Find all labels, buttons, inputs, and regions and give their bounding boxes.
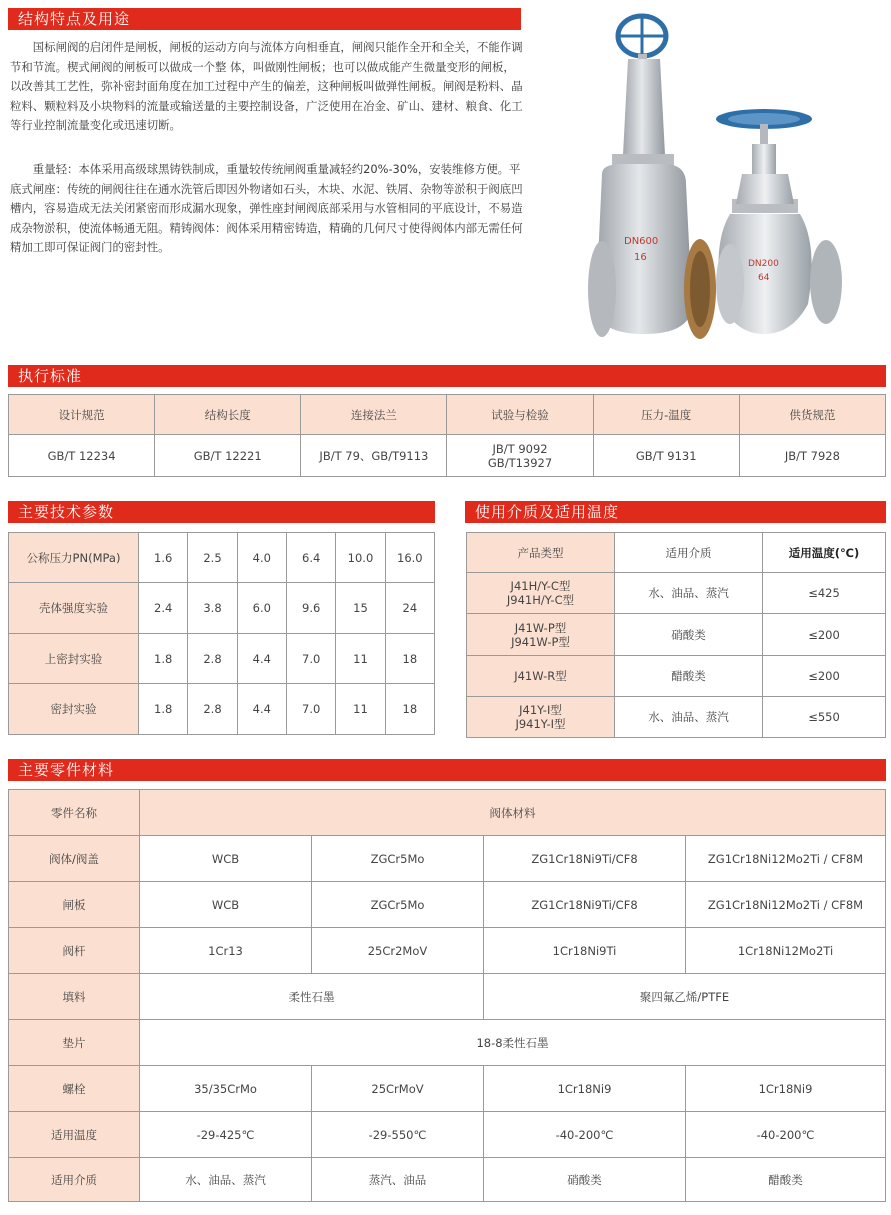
tech-params-table bbox=[8, 532, 435, 735]
materials-cell: 醋酸类 bbox=[686, 1158, 886, 1202]
materials-cell: -29-425℃ bbox=[140, 1112, 312, 1158]
materials-cell: 35/35CrMo bbox=[140, 1066, 312, 1112]
media-product-type: J41Y-I型 J941Y-I型 bbox=[467, 697, 615, 738]
media-medium: 水、油品、蒸汽 bbox=[615, 697, 763, 738]
section-title-media: 使用介质及适用温度 bbox=[465, 501, 886, 523]
materials-cell: WCB bbox=[140, 836, 312, 882]
tech-cell: 11 bbox=[336, 684, 385, 735]
tech-cell: 9.6 bbox=[286, 583, 335, 634]
svg-text:16: 16 bbox=[634, 252, 647, 263]
tech-cell: 18 bbox=[385, 684, 434, 735]
standards-value: GB/T 12221 bbox=[155, 435, 301, 477]
materials-cell: ZG1Cr18Ni9Ti/CF8 bbox=[484, 882, 686, 928]
materials-cell: 25Cr2MoV bbox=[312, 928, 484, 974]
svg-text:DN200: DN200 bbox=[748, 259, 779, 269]
standards-table bbox=[8, 394, 886, 477]
tech-row-label: 公称压力PN(MPa) bbox=[9, 533, 139, 583]
tech-cell: 16.0 bbox=[385, 533, 434, 583]
media-medium: 水、油品、蒸汽 bbox=[615, 573, 763, 614]
standards-value: JB/T 9092 GB/T13927 bbox=[447, 435, 593, 477]
standards-header: 试验与检验 bbox=[447, 395, 593, 435]
materials-header-name: 零件名称 bbox=[9, 790, 140, 836]
small-valve bbox=[716, 109, 842, 334]
tech-cell: 2.5 bbox=[188, 533, 237, 583]
standards-header: 供货规范 bbox=[739, 395, 885, 435]
tech-cell: 4.4 bbox=[237, 684, 286, 735]
materials-cell: WCB bbox=[140, 882, 312, 928]
media-medium: 硝酸类 bbox=[615, 614, 763, 656]
materials-cell: ZGCr5Mo bbox=[312, 882, 484, 928]
standards-header: 结构长度 bbox=[155, 395, 301, 435]
standards-header: 连接法兰 bbox=[301, 395, 447, 435]
materials-cell: 25CrMoV bbox=[312, 1066, 484, 1112]
materials-cell: ZG1Cr18Ni12Mo2Ti / CF8M bbox=[686, 882, 886, 928]
materials-cell: 1Cr18Ni12Mo2Ti bbox=[686, 928, 886, 974]
materials-cell: 18-8柔性石墨 bbox=[140, 1020, 886, 1066]
media-header: 产品类型 bbox=[467, 533, 615, 573]
standards-value: GB/T 12234 bbox=[9, 435, 155, 477]
materials-cell: 1Cr18Ni9Ti bbox=[484, 928, 686, 974]
section-title-materials: 主要零件材料 bbox=[8, 759, 886, 781]
media-product-type: J41W-P型 J941W-P型 bbox=[467, 614, 615, 656]
tech-row-label: 密封实验 bbox=[9, 684, 139, 735]
materials-part-name: 螺栓 bbox=[9, 1066, 140, 1112]
media-temperature: ≤550 bbox=[763, 697, 886, 738]
materials-cell: 1Cr18Ni9 bbox=[686, 1066, 886, 1112]
materials-cell: 1Cr13 bbox=[140, 928, 312, 974]
materials-cell: -29-550℃ bbox=[312, 1112, 484, 1158]
materials-cell: -40-200℃ bbox=[484, 1112, 686, 1158]
materials-cell: 硝酸类 bbox=[484, 1158, 686, 1202]
section-title-features: 结构特点及用途 bbox=[8, 8, 521, 30]
svg-text:DN600: DN600 bbox=[624, 236, 659, 247]
media-table bbox=[466, 532, 886, 738]
tech-cell: 7.0 bbox=[286, 684, 335, 735]
section-title-tech-params: 主要技术参数 bbox=[8, 501, 435, 523]
materials-cell: 蒸汽、油品 bbox=[312, 1158, 484, 1202]
tech-cell: 2.8 bbox=[188, 684, 237, 735]
tech-cell: 1.8 bbox=[139, 684, 188, 735]
standards-value: JB/T 7928 bbox=[739, 435, 885, 477]
tech-cell: 6.0 bbox=[237, 583, 286, 634]
tech-cell: 11 bbox=[336, 634, 385, 684]
materials-part-name: 适用介质 bbox=[9, 1158, 140, 1202]
gate-valve-photo bbox=[582, 4, 882, 354]
materials-cell: 1Cr18Ni9 bbox=[484, 1066, 686, 1112]
tech-cell: 4.0 bbox=[237, 533, 286, 583]
media-header: 适用温度(℃) bbox=[763, 533, 886, 573]
materials-cell: 柔性石墨 bbox=[140, 974, 484, 1020]
media-temperature: ≤200 bbox=[763, 614, 886, 656]
tech-cell: 7.0 bbox=[286, 634, 335, 684]
tech-cell: 3.8 bbox=[188, 583, 237, 634]
media-temperature: ≤425 bbox=[763, 573, 886, 614]
tech-cell: 4.4 bbox=[237, 634, 286, 684]
intro-paragraph-2: 重量轻：本体采用高级球黑铸铁制成，重量较传统闸阀重量减轻约20%-30%，安装维修方便。平底式闸座：传统的闸阀往往在通水洗管后即因外物诸如石头，木块、水泥、铁屑、杂物等淤积于阀底凹槽内，容易造成无法关闭紧密而形成漏水现象，弹性座封闸阀底部采用与水管相同的平底设计，不易造成杂物淤积，使流体畅通无阻。精铸阀体：阀体采用精密铸造，精确的几何尺寸使得阀体内部无需任何精加工即可保证阀门的密封性。 bbox=[10, 162, 523, 254]
standards-header: 压力-温度 bbox=[593, 395, 739, 435]
media-medium: 醋酸类 bbox=[615, 656, 763, 697]
materials-cell: 聚四氟乙烯/PTFE bbox=[484, 974, 886, 1020]
intro-paragraph-1: 国标闸阀的启闭件是闸板，闸板的运动方向与流体方向相垂直，闸阀只能作全开和全关，不能作调节和节流。楔式闸阀的闸板可以做成一个整 体，叫做刚性闸板；也可以做成能产生微量变形的闸板，以改善其工艺性，弥补密封面角度在加工过程中产生的偏差，这种闸板叫做弹性闸板。闸阀是粉料、晶粒料、颗粒料及小块物料的流量或输送量的主要控制设备，广泛使用在冶金、矿山、建材、粮食、化工等行业控制流量变化或迅速切断。 bbox=[10, 40, 523, 132]
media-product-type: J41H/Y-C型 J941H/Y-C型 bbox=[467, 573, 615, 614]
materials-part-name: 闸板 bbox=[9, 882, 140, 928]
media-product-type: J41W-R型 bbox=[467, 656, 615, 697]
tech-cell: 2.8 bbox=[188, 634, 237, 684]
materials-cell: ZG1Cr18Ni9Ti/CF8 bbox=[484, 836, 686, 882]
media-header: 适用介质 bbox=[615, 533, 763, 573]
svg-text:64: 64 bbox=[758, 273, 770, 283]
section-title-standards: 执行标准 bbox=[8, 365, 886, 387]
tech-cell: 6.4 bbox=[286, 533, 335, 583]
materials-part-name: 阀杆 bbox=[9, 928, 140, 974]
materials-part-name: 阀体/阀盖 bbox=[9, 836, 140, 882]
tech-cell: 15 bbox=[336, 583, 385, 634]
tech-cell: 18 bbox=[385, 634, 434, 684]
media-temperature: ≤200 bbox=[763, 656, 886, 697]
standards-value: GB/T 9131 bbox=[593, 435, 739, 477]
materials-table bbox=[8, 789, 886, 1202]
tech-cell: 24 bbox=[385, 583, 434, 634]
materials-cell: 水、油品、蒸汽 bbox=[140, 1158, 312, 1202]
tech-cell: 10.0 bbox=[336, 533, 385, 583]
materials-part-name: 适用温度 bbox=[9, 1112, 140, 1158]
materials-header-material: 阀体材料 bbox=[140, 790, 886, 836]
materials-cell: ZGCr5Mo bbox=[312, 836, 484, 882]
tech-cell: 2.4 bbox=[139, 583, 188, 634]
tech-row-label: 上密封实验 bbox=[9, 634, 139, 684]
materials-part-name: 填料 bbox=[9, 974, 140, 1020]
standards-value: JB/T 79、GB/T9113 bbox=[301, 435, 447, 477]
tech-cell: 1.6 bbox=[139, 533, 188, 583]
large-valve bbox=[588, 16, 716, 339]
standards-header: 设计规范 bbox=[9, 395, 155, 435]
tech-cell: 1.8 bbox=[139, 634, 188, 684]
materials-cell: ZG1Cr18Ni12Mo2Ti / CF8M bbox=[686, 836, 886, 882]
materials-part-name: 垫片 bbox=[9, 1020, 140, 1066]
materials-cell: -40-200℃ bbox=[686, 1112, 886, 1158]
tech-row-label: 壳体强度实验 bbox=[9, 583, 139, 634]
